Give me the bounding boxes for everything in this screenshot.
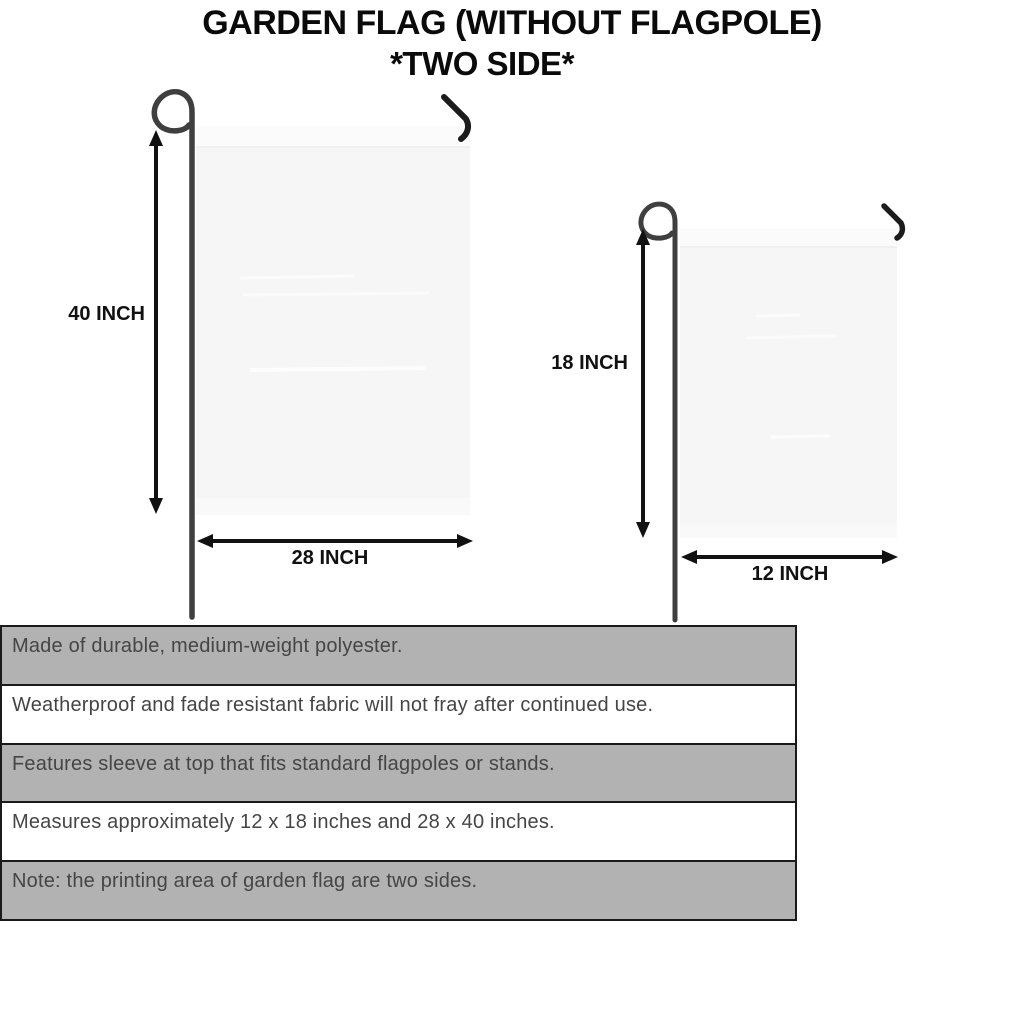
feature-row-sleeve: Features sleeve at top that fits standard flagpoles or stands. — [2, 743, 795, 802]
large-flag-height-label: 40 INCH — [68, 303, 145, 325]
large-flag-pole — [154, 92, 192, 617]
small-flag-pole — [641, 204, 675, 620]
small-flag-width-arrow — [681, 550, 898, 564]
feature-row-weatherproof: Weatherproof and fade resistant fabric will not fray after continued use. — [2, 684, 795, 743]
small-flag-width-label: 12 INCH — [751, 563, 829, 585]
large-flag-width-label: 28 INCH — [291, 547, 369, 569]
feature-row-note: Note: the printing area of garden flag are two sides. — [2, 860, 795, 919]
large-flag-sleeve — [196, 126, 470, 146]
feature-row-measures: Measures approximately 12 x 18 inches and 28 x 40 inches. — [2, 801, 795, 860]
small-flag-height-arrow — [636, 229, 650, 538]
small-flag-diagram — [636, 204, 902, 620]
large-flag-height-arrow — [149, 130, 163, 514]
large-flag-diagram — [149, 92, 473, 617]
large-flag-width-arrow — [197, 534, 473, 548]
small-flag-height-label: 18 INCH — [551, 352, 628, 374]
feature-row-material: Made of durable, medium-weight polyester. — [2, 627, 795, 684]
small-flag-sleeve — [680, 229, 897, 246]
page-subtitle: *TWO SIDE* — [390, 45, 574, 82]
large-flag-fabric — [196, 126, 470, 515]
large-flag-bottom-fold — [196, 498, 470, 515]
small-flag-fabric — [680, 229, 897, 538]
page-title: GARDEN FLAG (WITHOUT FLAGPOLE) — [202, 4, 822, 42]
feature-table — [0, 625, 797, 921]
small-flag-bottom-fold — [680, 524, 897, 538]
